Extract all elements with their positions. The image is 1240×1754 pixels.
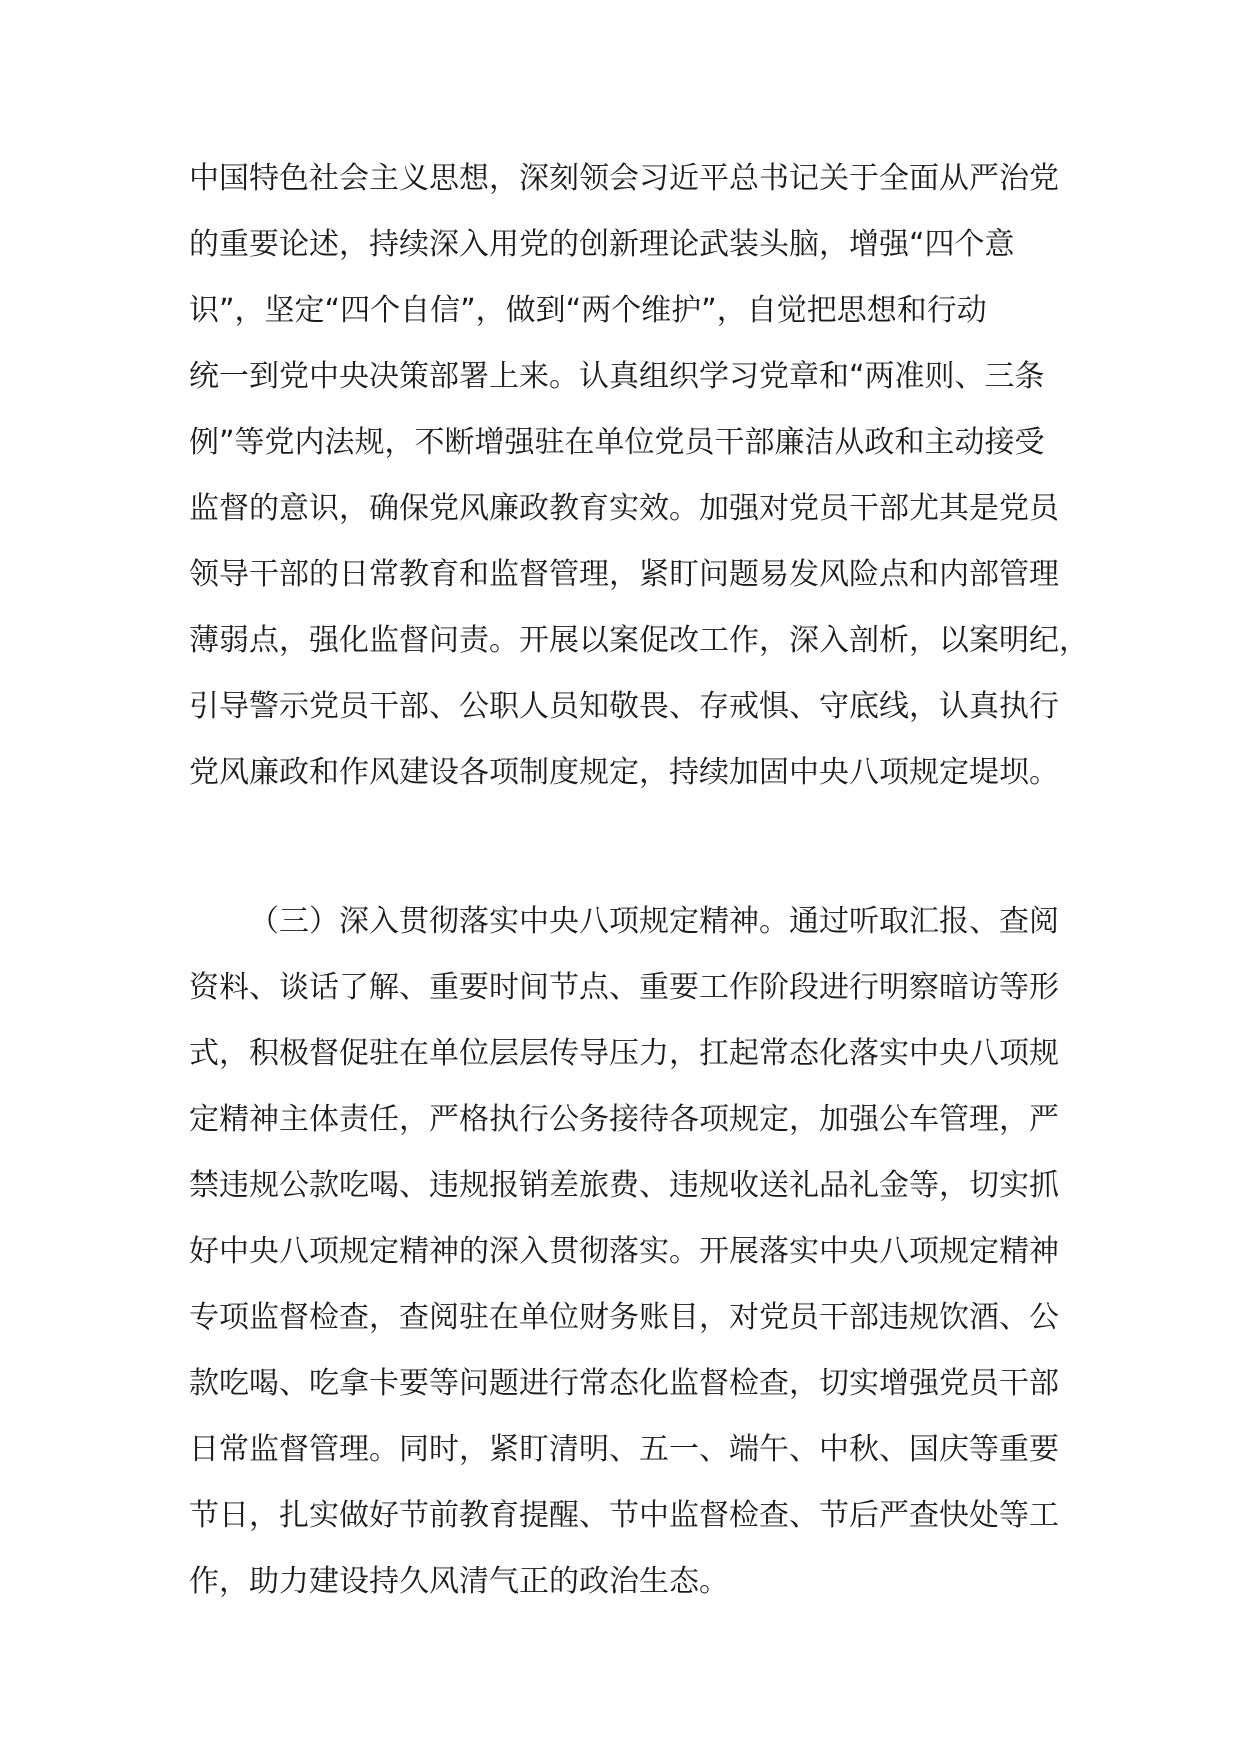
paragraph-line: 好中央八项规定精神的深入贯彻落实。开展落实中央八项规定精神	[189, 1234, 1059, 1269]
paragraph-line: 款吃喝、吃拿卡要等问题进行常态化监督检查，切实增强党员干部	[189, 1366, 1059, 1401]
section-heading-line: （三）深入贯彻落实中央八项规定精神。通过听取汇报、查阅	[249, 904, 1059, 939]
paragraph-continued	[189, 146, 1089, 806]
paragraph-line: 日常监督管理。同时，紧盯清明、五一、端午、中秋、国庆等重要	[189, 1432, 1059, 1467]
paragraph-line: 薄弱点，强化监督问责。开展以案促改工作，深入剖析，以案明纪，	[189, 623, 1089, 658]
paragraph-line: 例”等党内法规，不断增强驻在单位党员干部廉洁从政和主动接受	[189, 425, 1045, 460]
paragraph-line: 领导干部的日常教育和监督管理，紧盯问题易发风险点和内部管理	[189, 557, 1059, 592]
paragraph-line: 节日，扎实做好节前教育提醒、节中监督检查、节后严查快处等工	[189, 1498, 1059, 1533]
section-three-paragraph	[189, 889, 1089, 1615]
paragraph-line: 资料、谈话了解、重要时间节点、重要工作阶段进行明察暗访等形	[189, 970, 1059, 1005]
paragraph-line: 党风廉政和作风建设各项制度规定，持续加固中央八项规定堤坝。	[189, 755, 1059, 790]
paragraph-line: 定精神主体责任，严格执行公务接待各项规定，加强公车管理，严	[189, 1102, 1059, 1137]
paragraph-line: 识”，坚定“四个自信”，做到“两个维护”，自觉把思想和行动	[189, 293, 987, 328]
paragraph-line: 中国特色社会主义思想，深刻领会习近平总书记关于全面从严治党	[189, 161, 1059, 196]
paragraph-line: 作，助力建设持久风清气正的政治生态。	[189, 1564, 729, 1599]
paragraph-line: 式，积极督促驻在单位层层传导压力，扛起常态化落实中央八项规	[189, 1036, 1059, 1071]
paragraph-line: 专项监督检查，查阅驻在单位财务账目，对党员干部违规饮酒、公	[189, 1300, 1059, 1335]
paragraph-line: 禁违规公款吃喝、违规报销差旅费、违规收送礼品礼金等，切实抓	[189, 1168, 1059, 1203]
paragraph-line: 引导警示党员干部、公职人员知敬畏、存戒惧、守底线，认真执行	[189, 689, 1059, 724]
paragraph-line: 统一到党中央决策部署上来。认真组织学习党章和“两准则、三条	[189, 359, 1045, 394]
paragraph-line: 的重要论述，持续深入用党的创新理论武装头脑，增强“四个意	[189, 227, 1015, 262]
paragraph-line: 监督的意识，确保党风廉政教育实效。加强对党员干部尤其是党员	[189, 491, 1059, 526]
